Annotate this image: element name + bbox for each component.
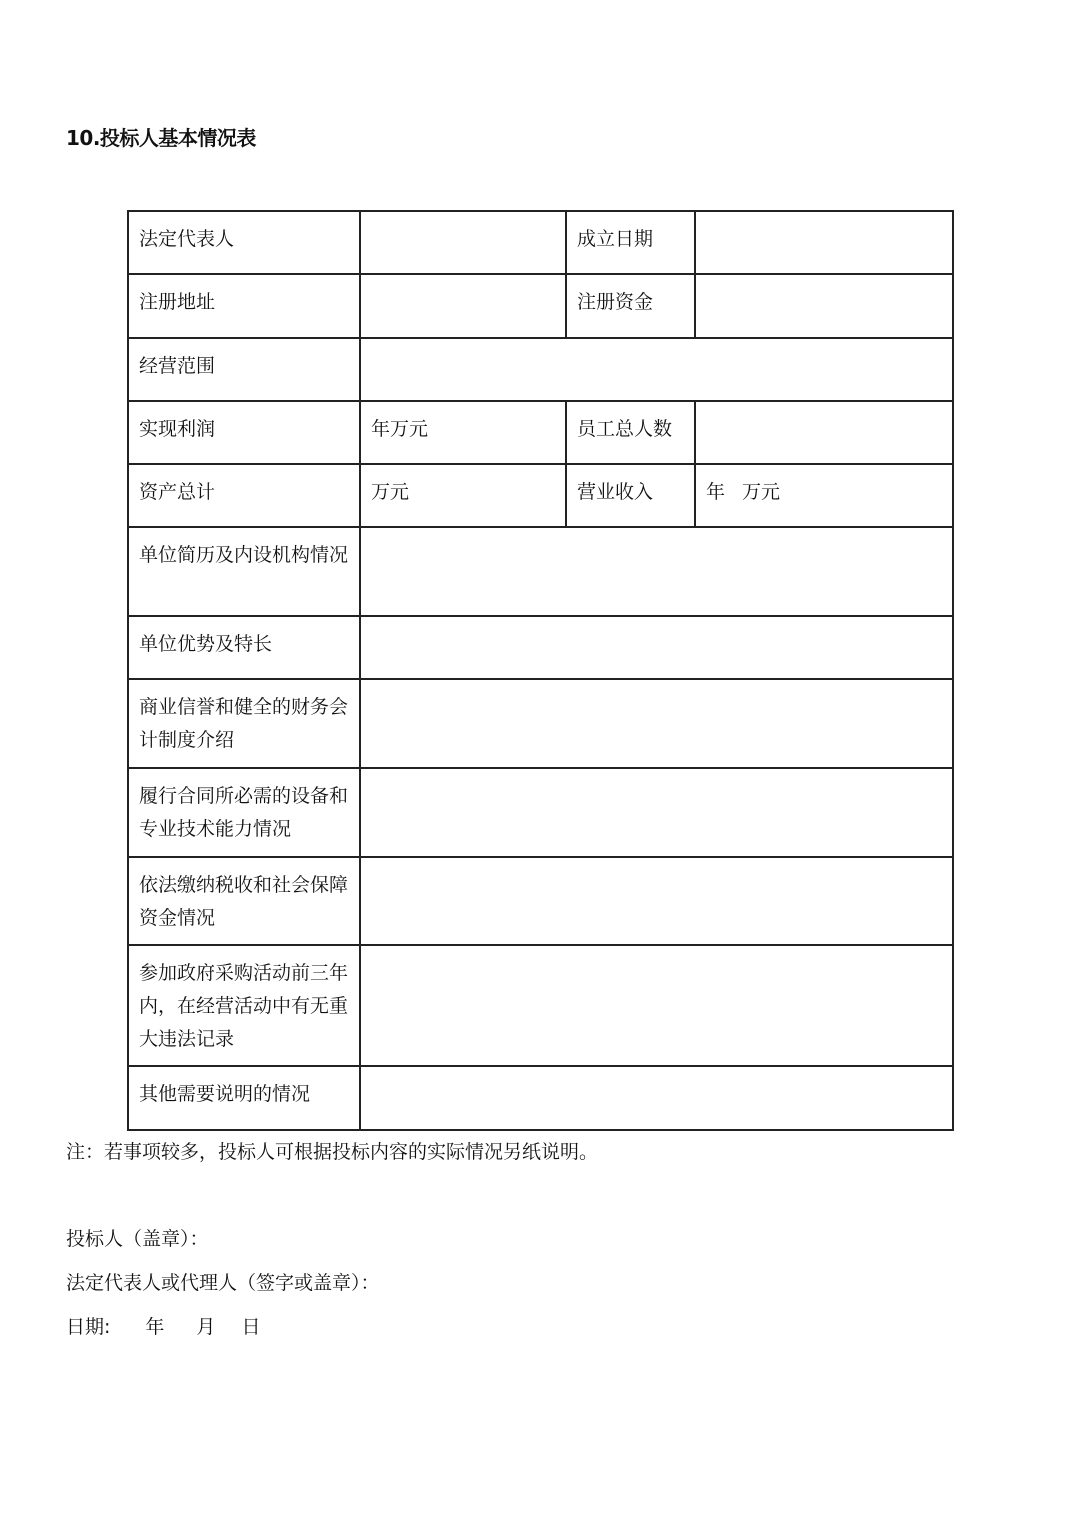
legal-representative-value[interactable] bbox=[360, 211, 566, 274]
equipment-capability-label: 履行合同所必需的设备和专业技术能力情况 bbox=[128, 768, 360, 857]
profit-label: 实现利润 bbox=[128, 401, 360, 464]
profit-value[interactable]: 年万元 bbox=[360, 401, 566, 464]
credit-finance-label: 商业信誉和健全的财务会计制度介绍 bbox=[128, 679, 360, 768]
footnote: 注：若事项较多，投标人可根据投标内容的实际情况另纸说明。 bbox=[66, 1141, 599, 1163]
table-row bbox=[128, 338, 953, 401]
establishment-date-label: 成立日期 bbox=[566, 211, 695, 274]
revenue-year-text: 年 bbox=[706, 481, 726, 503]
legal-representative-label: 法定代表人 bbox=[128, 211, 360, 274]
table-row bbox=[128, 211, 953, 274]
bidder-info-table bbox=[127, 210, 954, 1131]
revenue-unit-text: 万元 bbox=[742, 481, 781, 503]
tax-social-security-value[interactable] bbox=[360, 857, 953, 945]
total-employees-value[interactable] bbox=[695, 401, 953, 464]
credit-finance-value[interactable] bbox=[360, 679, 953, 768]
bidder-seal-line: 投标人（盖章）： bbox=[66, 1228, 209, 1250]
registered-address-label: 注册地址 bbox=[128, 274, 360, 338]
profile-structure-value[interactable] bbox=[360, 527, 953, 616]
date-year: 年 bbox=[145, 1316, 165, 1338]
table-row bbox=[128, 857, 953, 945]
business-scope-value[interactable] bbox=[360, 338, 953, 401]
establishment-date-value[interactable] bbox=[695, 211, 953, 274]
table-row bbox=[128, 527, 953, 616]
business-scope-label: 经营范围 bbox=[128, 338, 360, 401]
tax-social-security-label: 依法缴纳税收和社会保障资金情况 bbox=[128, 857, 360, 945]
advantages-value[interactable] bbox=[360, 616, 953, 679]
table-row bbox=[128, 274, 953, 338]
equipment-capability-value[interactable] bbox=[360, 768, 953, 857]
table-row bbox=[128, 768, 953, 857]
revenue-value[interactable] bbox=[695, 464, 953, 527]
representative-sign-line: 法定代表人或代理人（签字或盖章）： bbox=[66, 1272, 380, 1294]
date-day: 日 bbox=[241, 1316, 261, 1338]
date-label: 日期: bbox=[66, 1316, 111, 1338]
violation-record-value[interactable] bbox=[360, 945, 953, 1066]
total-employees-label: 员工总人数 bbox=[566, 401, 695, 464]
page-title: 10.投标人基本情况表 bbox=[66, 126, 256, 150]
revenue-label: 营业收入 bbox=[566, 464, 695, 527]
date-month: 月 bbox=[196, 1316, 216, 1338]
table-row bbox=[128, 679, 953, 768]
registered-capital-label: 注册资金 bbox=[566, 274, 695, 338]
other-notes-label: 其他需要说明的情况 bbox=[128, 1066, 360, 1130]
table-row bbox=[128, 1066, 953, 1130]
table-row bbox=[128, 616, 953, 679]
advantages-label: 单位优势及特长 bbox=[128, 616, 360, 679]
registered-address-value[interactable] bbox=[360, 274, 566, 338]
table-row bbox=[128, 464, 953, 527]
other-notes-value[interactable] bbox=[360, 1066, 953, 1130]
table-row bbox=[128, 945, 953, 1066]
total-assets-value[interactable]: 万元 bbox=[360, 464, 566, 527]
total-assets-label: 资产总计 bbox=[128, 464, 360, 527]
profile-structure-label: 单位简历及内设机构情况 bbox=[128, 527, 360, 616]
table-row bbox=[128, 401, 953, 464]
registered-capital-value[interactable] bbox=[695, 274, 953, 338]
date-line bbox=[66, 1312, 260, 1339]
violation-record-label: 参加政府采购活动前三年内，在经营活动中有无重大违法记录 bbox=[128, 945, 360, 1066]
